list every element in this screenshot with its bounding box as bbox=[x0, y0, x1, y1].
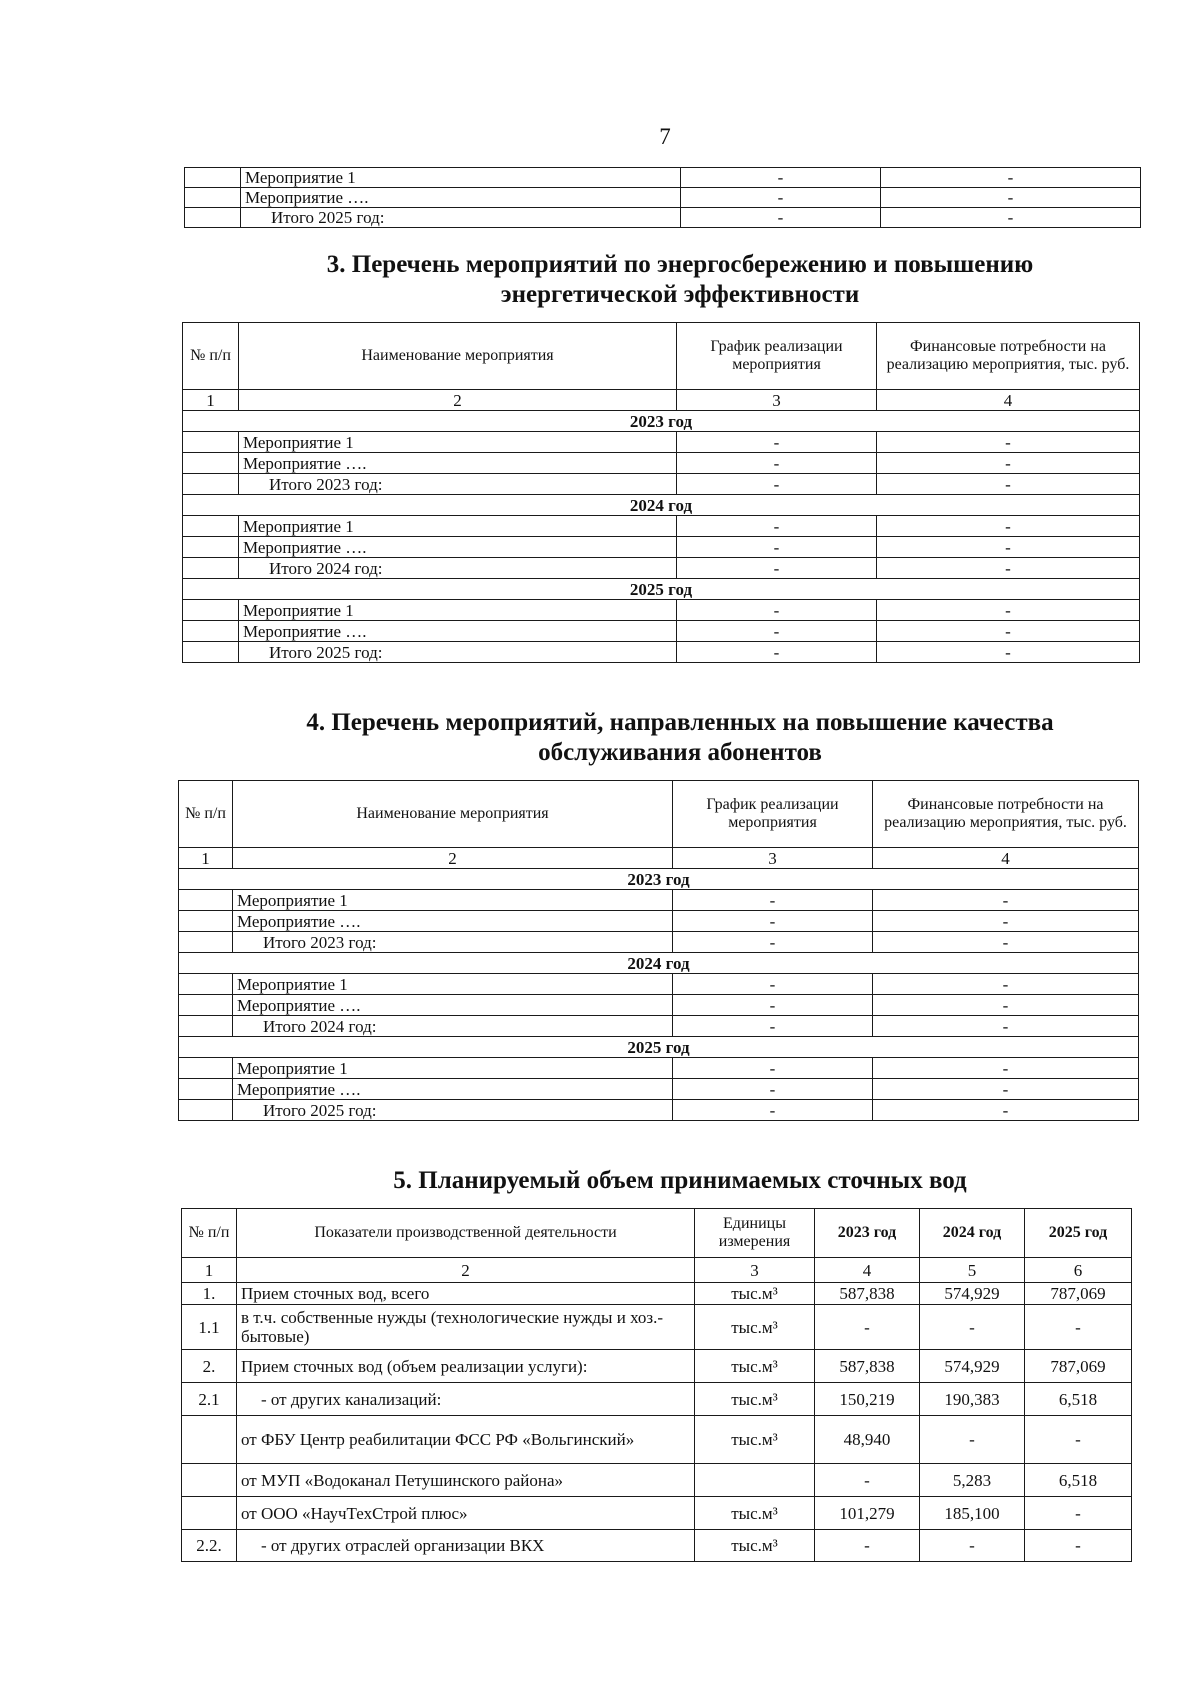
header-num: № п/п bbox=[179, 781, 233, 848]
page-number: 7 bbox=[659, 124, 671, 149]
col-number: 4 bbox=[877, 390, 1140, 411]
row-number: 2.1 bbox=[182, 1383, 237, 1416]
table-row bbox=[182, 1416, 1132, 1464]
indicator-name: - от других канализаций: bbox=[237, 1383, 695, 1416]
finance-value: - bbox=[877, 537, 1140, 558]
schedule-value: - bbox=[673, 1016, 873, 1037]
unit-value: тыс.м³ bbox=[695, 1416, 815, 1464]
measure-name: Мероприятие 1 bbox=[239, 432, 677, 453]
header-schedule: График реализации мероприятия bbox=[677, 323, 877, 390]
row-num-cell bbox=[179, 995, 233, 1016]
table-row bbox=[179, 974, 1139, 995]
value-2025: - bbox=[1025, 1530, 1132, 1562]
finance-value: - bbox=[881, 208, 1141, 228]
table-row bbox=[183, 432, 1140, 453]
schedule-value: - bbox=[677, 621, 877, 642]
value-2023: 587,838 bbox=[815, 1350, 920, 1383]
indicator-name: - от других отраслей организации ВКХ bbox=[237, 1530, 695, 1562]
measure-name: Мероприятие …. bbox=[241, 188, 681, 208]
finance-value: - bbox=[873, 1100, 1139, 1121]
value-2023: 587,838 bbox=[815, 1283, 920, 1305]
total-row bbox=[179, 1016, 1139, 1037]
measure-name: Мероприятие 1 bbox=[239, 600, 677, 621]
finance-value: - bbox=[873, 890, 1139, 911]
total-row bbox=[183, 558, 1140, 579]
unit-value: тыс.м³ bbox=[695, 1350, 815, 1383]
total-row bbox=[179, 1100, 1139, 1121]
table-row bbox=[183, 537, 1140, 558]
measure-name: Мероприятие …. bbox=[239, 621, 677, 642]
header-finance: Финансовые потребности на реализацию мероприятия, тыс. руб. bbox=[877, 323, 1140, 390]
row-num-cell bbox=[185, 188, 241, 208]
year-label: 2023 год bbox=[179, 869, 1139, 890]
unit-value bbox=[695, 1464, 815, 1497]
col-number: 6 bbox=[1025, 1258, 1132, 1283]
unit-value: тыс.м³ bbox=[695, 1283, 815, 1305]
section4-title-line1: 4. Перечень мероприятий, направленных на повышение качества bbox=[306, 709, 1054, 736]
value-2024: 574,929 bbox=[920, 1283, 1025, 1305]
table-row bbox=[182, 1464, 1132, 1497]
row-num-cell bbox=[183, 453, 239, 474]
value-2025: 6,518 bbox=[1025, 1464, 1132, 1497]
table-row bbox=[182, 1497, 1132, 1530]
table-row bbox=[179, 1079, 1139, 1100]
schedule-value: - bbox=[681, 208, 881, 228]
year-row bbox=[183, 411, 1140, 432]
table-row bbox=[183, 453, 1140, 474]
schedule-value: - bbox=[677, 558, 877, 579]
schedule-value: - bbox=[677, 537, 877, 558]
header-num: № п/п bbox=[182, 1209, 237, 1258]
unit-value: тыс.м³ bbox=[695, 1305, 815, 1350]
year-label: 2025 год bbox=[183, 579, 1140, 600]
value-2024: - bbox=[920, 1416, 1025, 1464]
total-label: Итого 2023 год: bbox=[233, 932, 673, 953]
row-number bbox=[182, 1416, 237, 1464]
table-row bbox=[179, 1058, 1139, 1079]
schedule-value: - bbox=[673, 995, 873, 1016]
row-num-cell bbox=[179, 1100, 233, 1121]
row-number: 2.2. bbox=[182, 1530, 237, 1562]
measure-name: Мероприятие 1 bbox=[233, 1058, 673, 1079]
col-number: 3 bbox=[695, 1258, 815, 1283]
row-num-cell bbox=[179, 1079, 233, 1100]
table-row bbox=[185, 168, 1141, 188]
section4-title bbox=[230, 708, 1130, 768]
row-num-cell bbox=[183, 600, 239, 621]
schedule-value: - bbox=[681, 188, 881, 208]
schedule-value: - bbox=[681, 168, 881, 188]
schedule-value: - bbox=[673, 932, 873, 953]
header-year-2025: 2025 год bbox=[1025, 1209, 1132, 1258]
indicator-name: от ООО «НаучТехСтрой плюс» bbox=[237, 1497, 695, 1530]
row-number bbox=[182, 1464, 237, 1497]
year-label: 2024 год bbox=[183, 495, 1140, 516]
row-num-cell bbox=[183, 474, 239, 495]
finance-value: - bbox=[877, 642, 1140, 663]
table-row bbox=[182, 1283, 1132, 1305]
finance-value: - bbox=[877, 600, 1140, 621]
measure-name: Мероприятие 1 bbox=[233, 890, 673, 911]
col-number: 2 bbox=[237, 1258, 695, 1283]
unit-value: тыс.м³ bbox=[695, 1497, 815, 1530]
header-year-2023: 2023 год bbox=[815, 1209, 920, 1258]
value-2024: 185,100 bbox=[920, 1497, 1025, 1530]
row-num-cell bbox=[179, 1016, 233, 1037]
value-2023: 48,940 bbox=[815, 1416, 920, 1464]
row-number: 2. bbox=[182, 1350, 237, 1383]
table-row bbox=[179, 890, 1139, 911]
total-row bbox=[183, 474, 1140, 495]
schedule-value: - bbox=[673, 1100, 873, 1121]
header-finance: Финансовые потребности на реализацию мероприятия, тыс. руб. bbox=[873, 781, 1139, 848]
finance-value: - bbox=[873, 974, 1139, 995]
total-label: Итого 2024 год: bbox=[239, 558, 677, 579]
unit-value: тыс.м³ bbox=[695, 1383, 815, 1416]
schedule-value: - bbox=[673, 974, 873, 995]
finance-value: - bbox=[873, 911, 1139, 932]
value-2023: 150,219 bbox=[815, 1383, 920, 1416]
row-number: 1. bbox=[182, 1283, 237, 1305]
value-2024: - bbox=[920, 1530, 1025, 1562]
year-row bbox=[179, 869, 1139, 890]
measure-name: Мероприятие …. bbox=[233, 995, 673, 1016]
section5-title: 5. Планируемый объем принимаемых сточных вод bbox=[393, 1167, 967, 1194]
col-number: 5 bbox=[920, 1258, 1025, 1283]
finance-value: - bbox=[877, 474, 1140, 495]
row-num-cell bbox=[183, 516, 239, 537]
schedule-value: - bbox=[677, 600, 877, 621]
row-num-cell bbox=[179, 932, 233, 953]
indicator-name: от МУП «Водоканал Петушинского района» bbox=[237, 1464, 695, 1497]
table-row bbox=[182, 1383, 1132, 1416]
row-number: 1.1 bbox=[182, 1305, 237, 1350]
schedule-value: - bbox=[677, 474, 877, 495]
finance-value: - bbox=[873, 995, 1139, 1016]
measure-name: Мероприятие …. bbox=[233, 911, 673, 932]
row-num-cell bbox=[179, 1058, 233, 1079]
header-indicator: Показатели производственной деятельности bbox=[237, 1209, 695, 1258]
total-label: Итого 2025 год: bbox=[233, 1100, 673, 1121]
section4-table bbox=[178, 780, 1139, 1121]
value-2025: - bbox=[1025, 1305, 1132, 1350]
row-num-cell bbox=[183, 537, 239, 558]
finance-value: - bbox=[873, 1016, 1139, 1037]
section5-table bbox=[181, 1208, 1132, 1562]
total-label: Итого 2025 год: bbox=[239, 642, 677, 663]
value-2023: - bbox=[815, 1530, 920, 1562]
finance-value: - bbox=[881, 188, 1141, 208]
col-number: 2 bbox=[239, 390, 677, 411]
table-row bbox=[182, 1305, 1132, 1350]
table-row bbox=[179, 995, 1139, 1016]
table-row bbox=[182, 1350, 1132, 1383]
measure-name: Мероприятие …. bbox=[239, 537, 677, 558]
finance-value: - bbox=[873, 1058, 1139, 1079]
measure-name: Мероприятие …. bbox=[233, 1079, 673, 1100]
finance-value: - bbox=[873, 1079, 1139, 1100]
measure-name: Мероприятие 1 bbox=[239, 516, 677, 537]
row-num-cell bbox=[183, 558, 239, 579]
row-number bbox=[182, 1497, 237, 1530]
finance-value: - bbox=[877, 621, 1140, 642]
total-row bbox=[185, 208, 1141, 228]
schedule-value: - bbox=[677, 642, 877, 663]
measure-name: Мероприятие 1 bbox=[241, 168, 681, 188]
row-num-cell bbox=[179, 890, 233, 911]
value-2025: - bbox=[1025, 1416, 1132, 1464]
value-2023: - bbox=[815, 1464, 920, 1497]
measure-name: Мероприятие …. bbox=[239, 453, 677, 474]
header-num: № п/п bbox=[183, 323, 239, 390]
value-2024: - bbox=[920, 1305, 1025, 1350]
schedule-value: - bbox=[673, 1079, 873, 1100]
value-2024: 574,929 bbox=[920, 1350, 1025, 1383]
table-row bbox=[183, 600, 1140, 621]
col-number: 2 bbox=[233, 848, 673, 869]
header-unit: Единицы измерения bbox=[695, 1209, 815, 1258]
table-row bbox=[182, 1530, 1132, 1562]
finance-value: - bbox=[873, 932, 1139, 953]
value-2025: 787,069 bbox=[1025, 1350, 1132, 1383]
value-2023: 101,279 bbox=[815, 1497, 920, 1530]
finance-value: - bbox=[877, 432, 1140, 453]
header-name: Наименование мероприятия bbox=[233, 781, 673, 848]
header-schedule: График реализации мероприятия bbox=[673, 781, 873, 848]
schedule-value: - bbox=[677, 453, 877, 474]
year-label: 2024 год bbox=[179, 953, 1139, 974]
indicator-name: Прием сточных вод, всего bbox=[237, 1283, 695, 1305]
col-number: 3 bbox=[673, 848, 873, 869]
row-num-cell bbox=[185, 168, 241, 188]
col-number: 1 bbox=[179, 848, 233, 869]
section3-table bbox=[182, 322, 1140, 663]
value-2025: 6,518 bbox=[1025, 1383, 1132, 1416]
total-row bbox=[183, 642, 1140, 663]
finance-value: - bbox=[881, 168, 1141, 188]
header-name: Наименование мероприятия bbox=[239, 323, 677, 390]
table-row bbox=[183, 516, 1140, 537]
indicator-name: в т.ч. собственные нужды (технологические нужды и хоз.-бытовые) bbox=[237, 1305, 695, 1350]
section3-title-line1: 3. Перечень мероприятий по энергосбережению и повышению bbox=[326, 251, 1034, 278]
value-2024: 5,283 bbox=[920, 1464, 1025, 1497]
row-num-cell bbox=[183, 621, 239, 642]
header-year-2024: 2024 год bbox=[920, 1209, 1025, 1258]
row-num-cell bbox=[183, 432, 239, 453]
row-num-cell bbox=[179, 911, 233, 932]
col-number: 4 bbox=[873, 848, 1139, 869]
measure-name: Мероприятие 1 bbox=[233, 974, 673, 995]
unit-value: тыс.м³ bbox=[695, 1530, 815, 1562]
value-2024: 190,383 bbox=[920, 1383, 1025, 1416]
schedule-value: - bbox=[673, 1058, 873, 1079]
row-num-cell bbox=[185, 208, 241, 228]
schedule-value: - bbox=[673, 911, 873, 932]
finance-value: - bbox=[877, 453, 1140, 474]
total-label: Итого 2024 год: bbox=[233, 1016, 673, 1037]
row-num-cell bbox=[183, 642, 239, 663]
schedule-value: - bbox=[677, 516, 877, 537]
col-number: 1 bbox=[182, 1258, 237, 1283]
year-row bbox=[179, 1037, 1139, 1058]
indicator-name: Прием сточных вод (объем реализации услуги): bbox=[237, 1350, 695, 1383]
value-2023: - bbox=[815, 1305, 920, 1350]
col-number: 1 bbox=[183, 390, 239, 411]
year-label: 2023 год bbox=[183, 411, 1140, 432]
finance-value: - bbox=[877, 516, 1140, 537]
schedule-value: - bbox=[673, 890, 873, 911]
section4-title-line2: обслуживания абонентов bbox=[538, 739, 822, 766]
finance-value: - bbox=[877, 558, 1140, 579]
top-fragment-table bbox=[184, 167, 1141, 228]
section3-title bbox=[230, 250, 1130, 310]
table-row bbox=[185, 188, 1141, 208]
year-row bbox=[179, 953, 1139, 974]
col-number: 3 bbox=[677, 390, 877, 411]
table-row bbox=[179, 911, 1139, 932]
year-row bbox=[183, 495, 1140, 516]
table-row bbox=[183, 621, 1140, 642]
total-label: Итого 2023 год: bbox=[239, 474, 677, 495]
year-row bbox=[183, 579, 1140, 600]
col-number: 4 bbox=[815, 1258, 920, 1283]
indicator-name: от ФБУ Центр реабилитации ФСС РФ «Вольгинский» bbox=[237, 1416, 695, 1464]
total-row bbox=[179, 932, 1139, 953]
section3-title-line2: энергетической эффективности bbox=[500, 281, 860, 308]
year-label: 2025 год bbox=[179, 1037, 1139, 1058]
value-2025: 787,069 bbox=[1025, 1283, 1132, 1305]
value-2025: - bbox=[1025, 1497, 1132, 1530]
total-label: Итого 2025 год: bbox=[241, 208, 681, 228]
row-num-cell bbox=[179, 974, 233, 995]
schedule-value: - bbox=[677, 432, 877, 453]
